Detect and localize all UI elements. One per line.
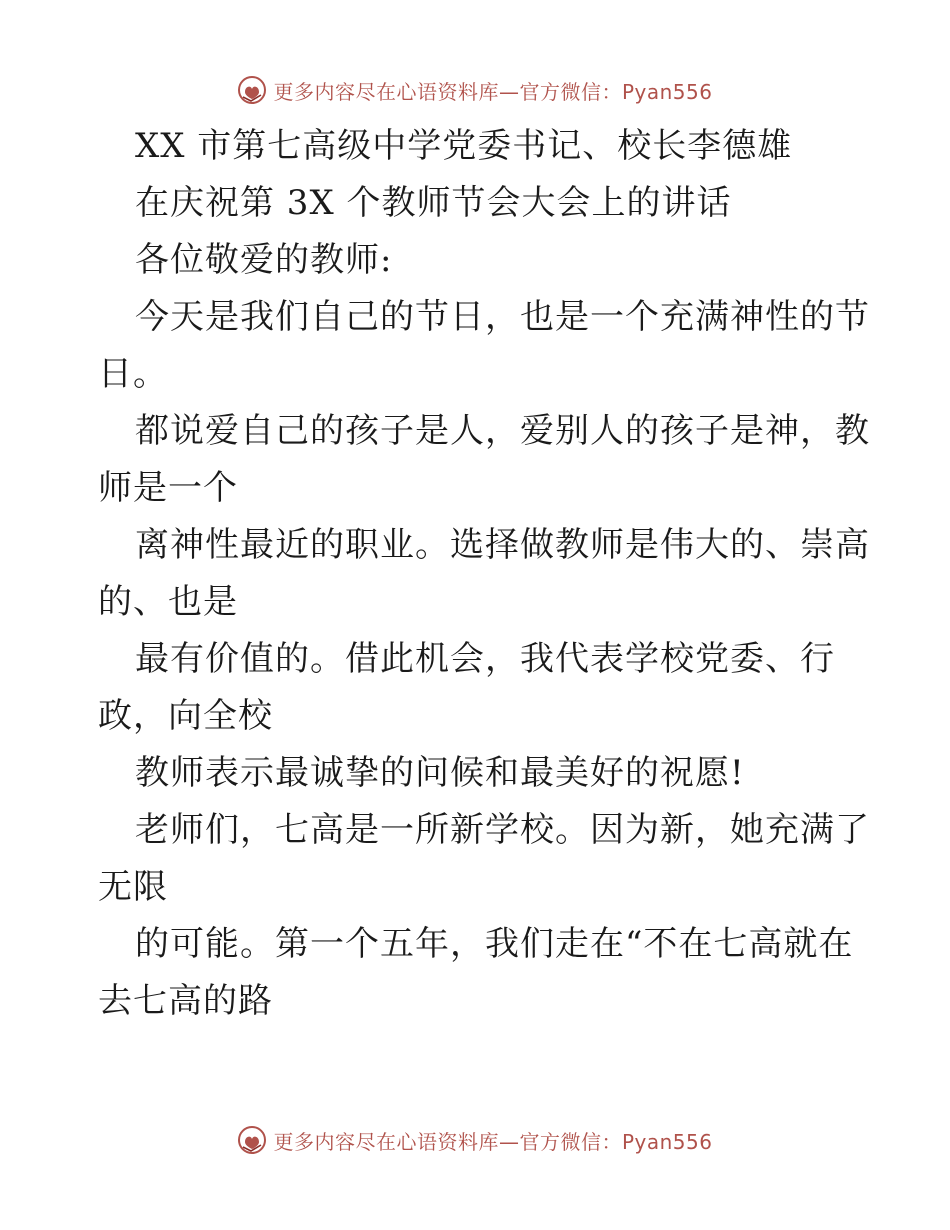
text-line: 政，向全校 xyxy=(98,696,273,736)
text-line: 各位敬爱的教师: xyxy=(135,240,393,280)
header-banner-text: 更多内容尽在心语资料库—官方微信：Pyan556 xyxy=(273,79,713,104)
text-line: 最有价值的。借此机会，我代表学校党委、行 xyxy=(135,639,835,679)
text-line: 在庆祝第 3X 个教师节会大会上的讲话 xyxy=(135,183,732,223)
document-body xyxy=(98,118,878,1030)
text-line: 无限 xyxy=(98,867,168,907)
heart-book-logo-icon xyxy=(237,1125,267,1155)
text-line: XX 市第七高级中学党委书记、校长李德雄 xyxy=(135,126,793,166)
heart-book-logo-icon xyxy=(237,75,267,105)
text-line: 老师们，七高是一所新学校。因为新，她充满了 xyxy=(135,810,870,850)
text-line: 去七高的路 xyxy=(98,981,273,1021)
text-line: 都说爱自己的孩子是人，爱别人的孩子是神，教 xyxy=(135,411,870,451)
text-line: 教师表示最诚挚的问候和最美好的祝愿! xyxy=(135,753,745,793)
text-line: 今天是我们自己的节日，也是一个充满神性的节 xyxy=(135,297,870,337)
text-line: 日。 xyxy=(98,354,168,394)
header-banner xyxy=(0,70,950,110)
text-line: 的可能。第一个五年，我们走在“不在七高就在 xyxy=(135,924,854,964)
footer-banner xyxy=(0,1120,950,1160)
text-line: 的、也是 xyxy=(98,582,238,622)
footer-banner-text: 更多内容尽在心语资料库—官方微信：Pyan556 xyxy=(273,1129,713,1154)
text-line: 师是一个 xyxy=(98,468,238,508)
text-line: 离神性最近的职业。选择做教师是伟大的、崇高 xyxy=(135,525,870,565)
